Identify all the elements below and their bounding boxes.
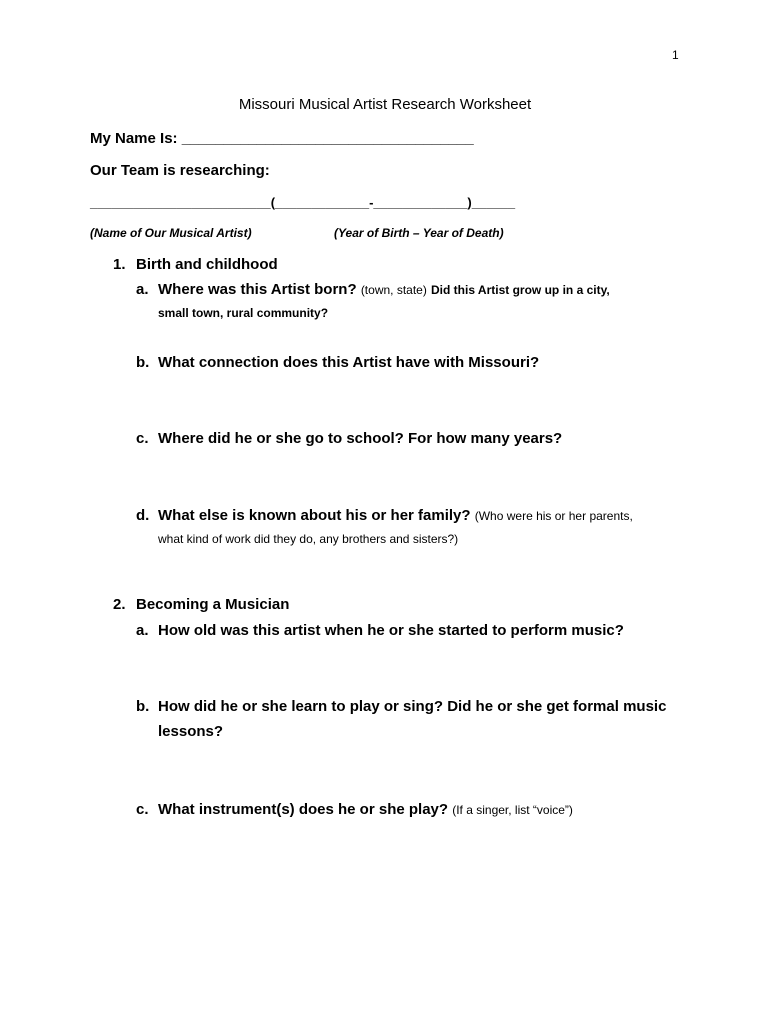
question-hint: (Who were his or her parents, bbox=[474, 509, 633, 523]
question-letter: d. bbox=[136, 507, 150, 524]
page-number: 1 bbox=[672, 48, 679, 62]
question-letter: a. bbox=[136, 281, 149, 298]
question-1a bbox=[158, 281, 610, 298]
question-letter: b. bbox=[136, 354, 150, 371]
section-heading: Becoming a Musician bbox=[136, 596, 290, 613]
question-hint-line2: what kind of work did they do, any brothers and sisters?) bbox=[158, 532, 459, 546]
question-2b: How did he or she learn to play or sing? Did he or she get formal music bbox=[158, 698, 667, 715]
team-label: Our Team is researching: bbox=[90, 162, 270, 179]
years-caption: (Year of Birth – Year of Death) bbox=[334, 226, 504, 240]
question-2b-line2: lessons? bbox=[158, 723, 224, 740]
section-heading: Birth and childhood bbox=[136, 256, 278, 273]
artist-caption: (Name of Our Musical Artist) bbox=[90, 226, 252, 240]
question-letter: b. bbox=[136, 698, 150, 715]
artist-line-dash: _____________- bbox=[275, 195, 374, 210]
my-name-field: My Name Is: ___________________________________ bbox=[90, 130, 474, 147]
question-letter: a. bbox=[136, 622, 149, 639]
question-extra: Did this Artist grow up in a city, bbox=[431, 283, 610, 297]
question-1c: Where did he or she go to school? For how many years? bbox=[158, 430, 563, 447]
question-hint: (If a singer, list “voice”) bbox=[452, 803, 573, 817]
artist-name-line bbox=[90, 195, 515, 210]
question-text: Where was this Artist born? bbox=[158, 281, 357, 298]
question-text: What else is known about his or her family? bbox=[158, 507, 471, 524]
question-1b: What connection does this Artist have with Missouri? bbox=[158, 354, 540, 371]
question-1d bbox=[158, 507, 633, 524]
artist-line-name: _________________________( bbox=[90, 195, 276, 210]
question-2c bbox=[158, 801, 573, 818]
artist-line-end: _____________)______ bbox=[373, 195, 516, 210]
page-title: Missouri Musical Artist Research Worksheet bbox=[238, 96, 532, 113]
question-letter: c. bbox=[136, 430, 149, 447]
section-number: 1. bbox=[113, 256, 126, 273]
question-extra-line2: small town, rural community? bbox=[158, 306, 329, 320]
question-letter: c. bbox=[136, 801, 149, 818]
question-text: What instrument(s) does he or she play? bbox=[158, 801, 449, 818]
question-hint: (town, state) bbox=[360, 283, 427, 297]
question-2a: How old was this artist when he or she started to perform music? bbox=[158, 622, 624, 639]
section-number: 2. bbox=[113, 596, 126, 613]
